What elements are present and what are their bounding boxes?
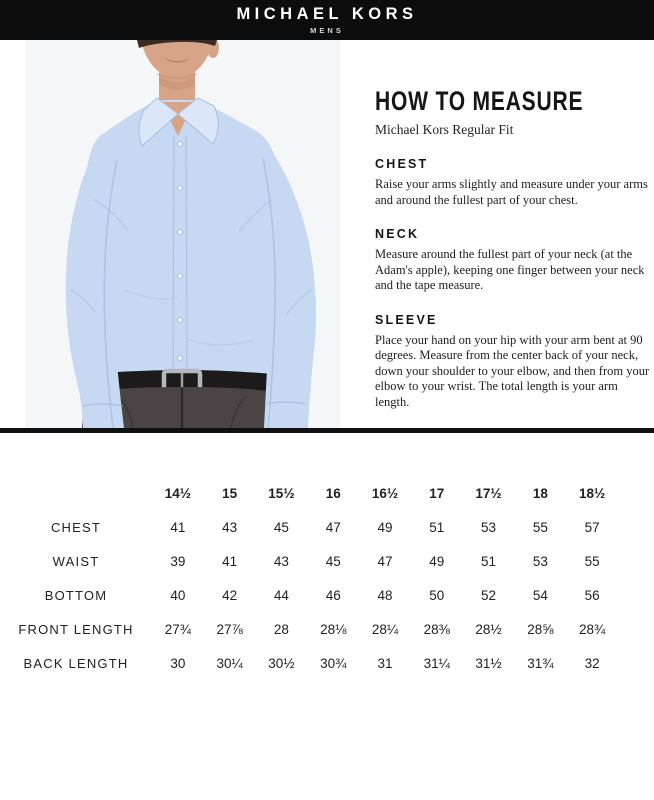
measure-section-chest	[375, 157, 651, 208]
size-value: 49	[377, 519, 393, 535]
size-value: 30¼	[216, 655, 243, 671]
size-value: 27¾	[164, 621, 192, 637]
size-value: 56	[584, 587, 600, 603]
size-column-header: 18½	[578, 485, 606, 501]
size-value: 28⅛	[320, 621, 347, 637]
size-value: 31	[377, 655, 393, 671]
size-value: 28½	[475, 621, 502, 637]
size-value: 32	[584, 655, 600, 671]
size-value: 41	[170, 519, 186, 535]
size-value: 30¾	[320, 655, 347, 671]
size-value: 45	[273, 519, 289, 535]
section-body-chest: Raise your arms slightly and measure under your arms and around the fullest part of your chest.	[375, 177, 648, 207]
size-value: 46	[325, 587, 341, 603]
size-value: 48	[377, 587, 393, 603]
size-row	[0, 578, 654, 612]
size-chart	[0, 476, 654, 680]
measure-section-sleeve	[375, 313, 651, 411]
size-value: 50	[429, 587, 445, 603]
size-value: 41	[222, 553, 238, 569]
size-value: 52	[481, 587, 497, 603]
size-column-header: 15½	[268, 485, 295, 501]
section-divider	[0, 428, 654, 433]
size-value: 28¾	[578, 621, 606, 637]
size-column-header: 14½	[164, 485, 192, 501]
section-heading-neck: NECK	[375, 227, 420, 241]
size-column-header: 17	[429, 485, 445, 501]
size-value: 49	[429, 553, 445, 569]
size-value: 42	[222, 587, 238, 603]
model-photo-illustration	[25, 40, 340, 428]
section-body-neck: Measure around the fullest part of your neck (at the Adam's apple), keeping one finger between your neck and the tape measure.	[375, 247, 645, 292]
brand-header	[0, 0, 654, 40]
size-value: 45	[325, 553, 341, 569]
size-value: 39	[170, 553, 186, 569]
upper-content	[0, 40, 654, 428]
size-value: 51	[481, 553, 497, 569]
size-value: 55	[584, 553, 600, 569]
brand-sub-label: MENS	[310, 25, 344, 35]
size-value: 53	[532, 553, 548, 569]
size-row	[0, 612, 654, 646]
row-label: BOTTOM	[44, 587, 108, 603]
size-column-header: 16½	[371, 485, 399, 501]
size-header-row	[0, 476, 654, 510]
size-value: 30	[170, 655, 186, 671]
size-value: 57	[584, 519, 600, 535]
size-value: 44	[273, 587, 289, 603]
size-column-header: 17½	[475, 485, 502, 501]
size-value: 28	[273, 621, 289, 637]
size-value: 43	[273, 553, 289, 569]
size-value: 43	[222, 519, 238, 535]
size-row	[0, 544, 654, 578]
size-value: 28¼	[371, 621, 399, 637]
size-value: 54	[532, 587, 548, 603]
row-label: CHEST	[50, 519, 102, 535]
size-column-header: 15	[222, 485, 238, 501]
brand-logo-text: MICHAEL KORS	[236, 5, 418, 23]
guide-title: HOW TO MEASURE	[375, 86, 584, 116]
size-column-header: 16	[325, 485, 341, 501]
row-label: BACK LENGTH	[23, 655, 129, 671]
size-value: 47	[377, 553, 393, 569]
section-heading-sleeve: SLEEVE	[375, 312, 438, 327]
measure-section-neck	[375, 227, 651, 294]
size-row	[0, 510, 654, 544]
size-value: 30½	[268, 655, 295, 671]
size-value: 27⅞	[216, 621, 243, 637]
size-value: 31¾	[527, 655, 554, 671]
size-value: 47	[325, 519, 341, 535]
guide-subtitle: Michael Kors Regular Fit	[375, 122, 514, 137]
section-heading-chest: CHEST	[375, 157, 429, 171]
size-value: 55	[532, 519, 548, 535]
size-value: 53	[481, 519, 497, 535]
size-value: 31½	[475, 655, 502, 671]
how-to-measure-guide	[375, 88, 651, 410]
row-label: FRONT LENGTH	[18, 621, 134, 637]
size-value: 28⅝	[527, 621, 554, 637]
section-body-sleeve: Place your hand on your hip with your arm bent at 90 degrees. Measure from the center back of your neck, down your shoulder to your elbow, and then from your elbow to your wrist. The total length is your arm length.	[375, 332, 650, 409]
model-photo	[25, 40, 340, 428]
size-row	[0, 646, 654, 680]
row-label: WAIST	[52, 553, 100, 569]
size-value: 31¼	[423, 655, 450, 671]
size-value: 40	[170, 587, 186, 603]
size-value: 51	[429, 519, 445, 535]
size-value: 28⅜	[423, 621, 450, 637]
size-column-header: 18	[532, 485, 548, 501]
